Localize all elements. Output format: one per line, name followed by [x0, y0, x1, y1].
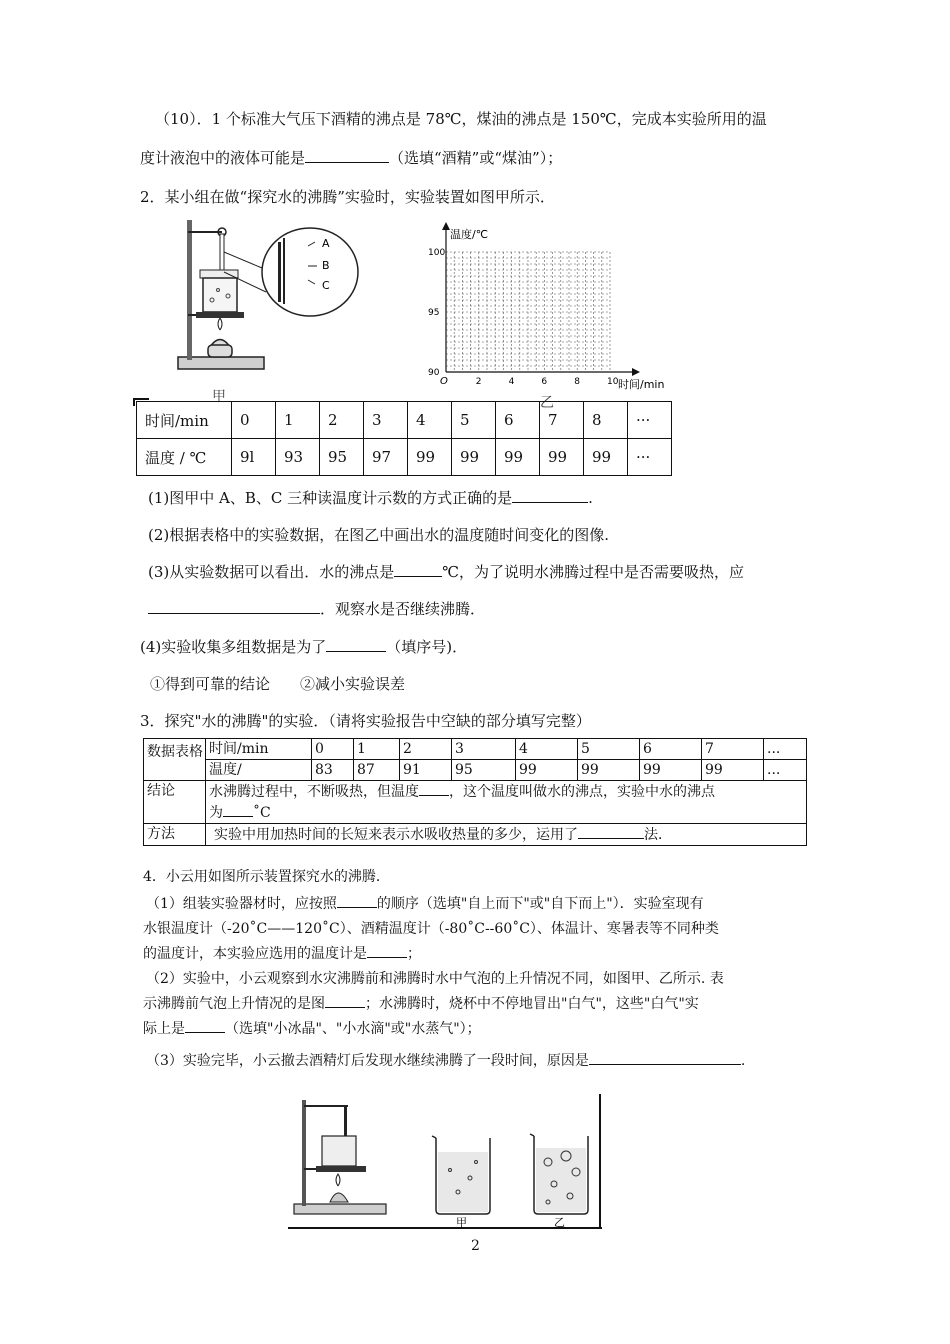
q4-p1-l1: （1）组装实验器材时，应按照 的顺序（选填"自上而下"或"自下而上"）．实验室现有	[146, 893, 704, 913]
q2-title: 2．某小组在做“探究水的沸腾”实验时，实验装置如图甲所示．	[140, 188, 555, 206]
x-tick-label: 6	[541, 377, 548, 387]
q2-s4-blank[interactable]	[326, 637, 386, 652]
q2-grid-chart	[410, 222, 680, 402]
q4-p1-l3: 的温度计，本实验应选用的温度计是 ；	[143, 943, 421, 963]
q2-s3-blank1[interactable]	[394, 562, 442, 577]
q4-p2-l3: 际上是 （选填"小冰晶"、"小水滴"或"水蒸气"）；	[143, 1018, 481, 1038]
q4-p1-l2: 水银温度计（-20˚C——120˚C）、酒精温度计（-80˚C--60˚C）、体温计、寒暑表等不同种类	[143, 921, 719, 937]
beaker	[203, 278, 237, 312]
q3-title: 3．探究"水的沸腾"的实验．（请将实验报告中空缺的部分填写完整）	[140, 712, 591, 730]
q2-apparatus-figure	[170, 212, 370, 412]
q2-s4-options: ①得到可靠的结论 ②减小实验误差	[150, 675, 406, 693]
table-row: 方法 实验中用加热时间的长短来表示水吸收热量的多少，运用了 法．	[144, 824, 807, 846]
y-ticks	[428, 248, 445, 378]
q3-report-table	[143, 738, 807, 846]
q4-p2-l1: （2）实验中，小云观察到水灾沸腾前和沸腾时水中气泡的上升情况不同，如图甲、乙所示. 表	[146, 971, 724, 987]
page-number: 2	[471, 1238, 480, 1254]
beaker	[322, 1136, 356, 1166]
table-row: 温度/ 83 87 91 95 99 99 99 99 ...	[144, 760, 807, 781]
q2-s2: (2)根据表格中的实验数据，在图乙中画出水的温度随时间变化的图像.	[148, 526, 610, 544]
q2-s1: (1)图甲中 A、B、C 三种读温度计示数的方式正确的是 .	[148, 489, 593, 507]
q4-figure	[286, 1092, 606, 1232]
q4-p2-l2: 示沸腾前气泡上升情况的是图 ；水沸腾时，烧杯中不停地冒出"白气"，这些"白气"实	[143, 993, 699, 1013]
q4-p3: （3）实验完毕，小云撤去酒精灯后发现水继续沸腾了一段时间，原因是 .	[146, 1050, 745, 1070]
stand-pole	[187, 220, 192, 360]
q4-blank2[interactable]	[367, 943, 407, 958]
q4-blank3[interactable]	[325, 993, 365, 1008]
label-a: A	[322, 237, 330, 250]
q2-s1-blank[interactable]	[512, 488, 588, 503]
q3-blank1[interactable]	[419, 781, 449, 796]
table-row: 温度 / ℃ 9l 93 95 97 99 99 99 99 99 ···	[137, 439, 672, 476]
q2-data-table	[136, 401, 672, 476]
stand-pole	[302, 1100, 306, 1206]
x-axis-label: 时间/min	[618, 378, 665, 391]
x-ticks	[476, 377, 619, 387]
q2-s3: (3)从实验数据可以看出．水的沸点是 ℃，为了说明水沸腾过程中是否需要吸热，应	[148, 563, 745, 581]
q3-blank2[interactable]	[223, 802, 253, 817]
q1-blank[interactable]	[305, 148, 389, 163]
y-axis-label: 温度/℃	[450, 228, 489, 241]
y-tick-label: 95	[428, 308, 440, 318]
y-tick-label: 90	[428, 368, 440, 378]
fig4-yi-label: 乙	[554, 1216, 565, 1229]
y-tick-label: 100	[428, 248, 446, 258]
q1-line2: 度计液泡中的液体可能是 （选填“酒精”或“煤油”）；	[140, 149, 563, 167]
x-tick-label: 10	[607, 377, 619, 387]
x-tick-label: 2	[475, 377, 482, 387]
q3-blank3[interactable]	[578, 824, 644, 839]
fig4-jia-label: 甲	[456, 1216, 467, 1229]
label-c: C	[322, 279, 330, 292]
stand-base	[294, 1204, 386, 1214]
label-b: B	[322, 259, 330, 272]
x-tick-label: 8	[574, 377, 580, 387]
q1-line1: （10）．1 个标准大气压下酒精的沸点是 78℃，煤油的沸点是 150℃，完成本实验所用的温	[155, 110, 767, 128]
fig-yi-label: 乙	[540, 395, 554, 411]
zoom-bubble	[262, 228, 358, 316]
q2-s3-cont: ．观察水是否继续沸腾．	[148, 598, 485, 619]
table-row: 时间/min 0 1 2 3 4 5 6 7 8 ···	[137, 402, 672, 439]
table-row: 结论 水沸腾过程中，不断吸热，但温度 ，这个温度叫做水的沸点，实验中水的沸点 为 ˚C	[144, 781, 807, 824]
grid-lines	[446, 252, 610, 372]
q4-blank5[interactable]	[589, 1050, 741, 1065]
q2-s4: (4)实验收集多组数据是为了 （填序号)．	[140, 638, 468, 656]
origin-label: O	[440, 376, 448, 387]
q4-blank4[interactable]	[185, 1018, 225, 1033]
x-tick-label: 4	[508, 377, 515, 387]
fig-jia-label: 甲	[212, 389, 226, 405]
q4-title: 4．小云用如图所示装置探究水的沸腾．	[143, 869, 390, 885]
q2-s3-blank2[interactable]	[148, 599, 320, 614]
table-row: 数据表格 时间/min 0 1 2 3 4 5 6 7 ...	[144, 739, 807, 760]
q4-blank1[interactable]	[337, 893, 377, 908]
